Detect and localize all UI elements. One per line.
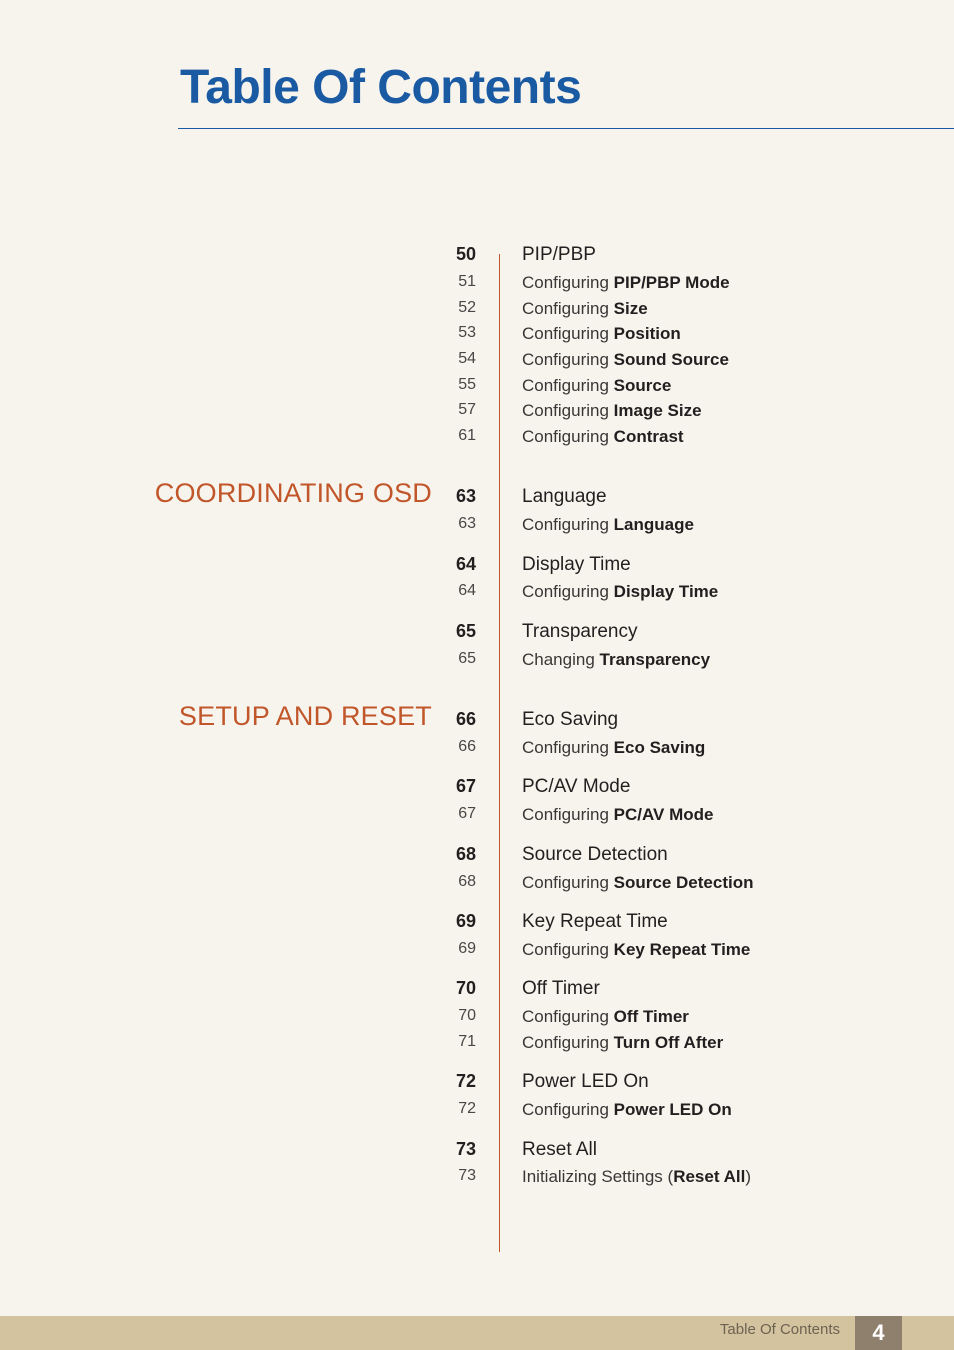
toc-sub-entry[interactable] [0,1167,954,1191]
toc-page-number: 55 [458,376,476,393]
toc-heading-entry[interactable] [0,244,954,268]
toc-entry-text [522,582,718,602]
toc-page-number: 63 [458,515,476,532]
toc-entry-text: Power LED On [522,1071,649,1092]
toc-entry-text [522,650,710,670]
toc-sub-entry[interactable] [0,401,954,425]
toc-entry-text [522,376,671,396]
toc-heading-entry[interactable] [0,621,954,645]
toc-entry-text [522,940,750,960]
toc-sub-entry[interactable] [0,350,954,374]
toc-entry-keyword: Key Repeat Time [613,940,751,959]
toc-entry-text: PIP/PBP [522,244,596,265]
toc-entry-keyword: Size [613,299,648,318]
toc-entry-keyword: Eco Saving [613,738,706,757]
toc-page-number: 52 [458,299,476,316]
toc-sub-entry[interactable] [0,1100,954,1124]
toc-sub-entry[interactable] [0,582,954,606]
toc-page-number: 57 [458,401,476,418]
toc-entry-keyword: Source [613,376,672,395]
toc-entry-text: Off Timer [522,978,600,999]
toc-entry-text [522,873,753,893]
toc-page-number: 63 [455,486,476,506]
toc-sub-entry[interactable] [0,873,954,897]
toc-entry-text [522,515,694,535]
section-heading-setup-and-reset: SETUP AND RESET [178,701,432,731]
toc-page-number: 70 [455,978,476,998]
toc-page-number: 73 [455,1139,476,1159]
toc-sub-entry[interactable] [0,650,954,674]
toc-entry-prefix: Configuring [522,299,614,318]
toc-entry-keyword: Language [613,515,694,534]
toc-entry-text [522,1007,689,1027]
toc-entry-prefix: Configuring [522,427,614,446]
toc-heading-entry[interactable] [0,554,954,578]
toc-entry-keyword: Reset All [673,1167,746,1186]
toc-entry-prefix: Configuring [522,738,614,757]
toc-page-number: 65 [455,621,476,641]
toc-entry-prefix: Changing [522,650,600,669]
toc-entry-keyword: Power LED On [613,1100,732,1119]
toc-heading-entry[interactable] [0,844,954,868]
toc-entry-text [522,805,713,825]
toc-sub-entry[interactable] [0,1033,954,1057]
toc-entry-text: Reset All [522,1139,597,1160]
toc-page-number: 68 [455,844,476,864]
toc-sub-entry[interactable] [0,738,954,762]
toc-entry-prefix: Configuring [522,1033,614,1052]
toc-entry-text [522,1033,723,1053]
toc-sub-entry[interactable] [0,376,954,400]
toc-page-number: 67 [455,776,476,796]
toc-page-number: 71 [458,1033,476,1050]
toc-page-number: 53 [458,324,476,341]
toc-page-number: 70 [458,1007,476,1024]
footer-label: Table Of Contents [719,1321,840,1338]
toc-entry-text [522,1100,732,1120]
toc-page-number: 72 [458,1100,476,1117]
toc-page-number: 72 [455,1071,476,1091]
page-number: 4 [855,1316,902,1350]
toc-entry-text: PC/AV Mode [522,776,631,797]
toc-page-number: 65 [458,650,476,667]
toc-entry-text [522,1167,751,1187]
toc-page-number: 51 [458,273,476,290]
toc-entry-text [522,324,681,344]
toc-entry-prefix: Configuring [522,873,614,892]
toc-entry-keyword: Sound Source [613,350,729,369]
page-title: Table Of Contents [180,61,582,114]
toc-entry-keyword: Transparency [599,650,711,669]
toc-sub-entry[interactable] [0,805,954,829]
toc-entry-prefix: Configuring [522,401,614,420]
toc-entry-prefix: Configuring [522,582,614,601]
toc-entry-prefix: Initializing Settings ( [522,1167,674,1186]
toc-page-number: 69 [458,940,476,957]
toc-sub-entry[interactable] [0,273,954,297]
toc-entry-prefix: Configuring [522,273,614,292]
toc-entry-prefix: Configuring [522,515,614,534]
toc-heading-entry[interactable] [0,1071,954,1095]
toc-entry-keyword: Display Time [613,582,719,601]
toc-entry-text [522,738,705,758]
toc-entry-prefix: Configuring [522,1007,614,1026]
toc-entry-prefix: Configuring [522,805,614,824]
toc-page-number: 67 [458,805,476,822]
toc-entry-prefix: Configuring [522,940,614,959]
toc-entry-keyword: Position [613,324,681,343]
toc-page-number: 61 [458,427,476,444]
toc-entry-text [522,299,648,319]
toc-entry-text: Key Repeat Time [522,911,668,932]
toc-entry-suffix: ) [745,1167,751,1186]
toc-entry-text [522,350,729,370]
toc-entry-text: Transparency [522,621,638,642]
section-heading-coordinating-osd: COORDINATING OSD [154,478,432,508]
toc-entry-prefix: Configuring [522,350,614,369]
toc-entry-prefix: Configuring [522,376,614,395]
toc-sub-entry[interactable] [0,940,954,964]
toc-entry-keyword: Contrast [613,427,684,446]
toc-entry-prefix: Configuring [522,324,614,343]
toc-heading-entry[interactable] [0,776,954,800]
toc-page-number: 68 [458,873,476,890]
toc-entry-text: Source Detection [522,844,668,865]
toc-entry-keyword: Turn Off After [613,1033,724,1052]
toc-sub-entry[interactable] [0,515,954,539]
toc-entry-text: Language [522,486,607,507]
toc-entry-text [522,427,684,447]
toc-page-number: 54 [458,350,476,367]
title-underline [178,128,954,129]
toc-sub-entry[interactable] [0,299,954,323]
toc-page-number: 64 [458,582,476,599]
toc-page-number: 64 [455,554,476,574]
toc-entry-text [522,273,730,293]
toc-page-number: 69 [455,911,476,931]
toc-page-number: 66 [455,709,476,729]
toc-entry-text: Eco Saving [522,709,619,730]
toc-page-number: 66 [458,738,476,755]
toc-heading-entry[interactable] [0,978,954,1002]
toc-entry-keyword: Source Detection [613,873,754,892]
toc-entry-keyword: PC/AV Mode [613,805,714,824]
toc-entry-text [522,401,702,421]
toc-sub-entry[interactable] [0,1007,954,1031]
toc-entry-prefix: Configuring [522,1100,614,1119]
toc-entry-text: Display Time [522,554,631,575]
toc-heading-entry[interactable] [0,486,954,510]
toc-entry-keyword: Image Size [613,401,702,420]
toc-page-number: 50 [455,244,476,264]
toc-sub-entry[interactable] [0,324,954,348]
toc-entry-keyword: Off Timer [613,1007,689,1026]
toc-heading-entry[interactable] [0,911,954,935]
toc-page-number: 73 [458,1167,476,1184]
toc-heading-entry[interactable] [0,1139,954,1163]
toc-heading-entry[interactable] [0,709,954,733]
toc-entry-keyword: PIP/PBP Mode [613,273,730,292]
toc-sub-entry[interactable] [0,427,954,451]
